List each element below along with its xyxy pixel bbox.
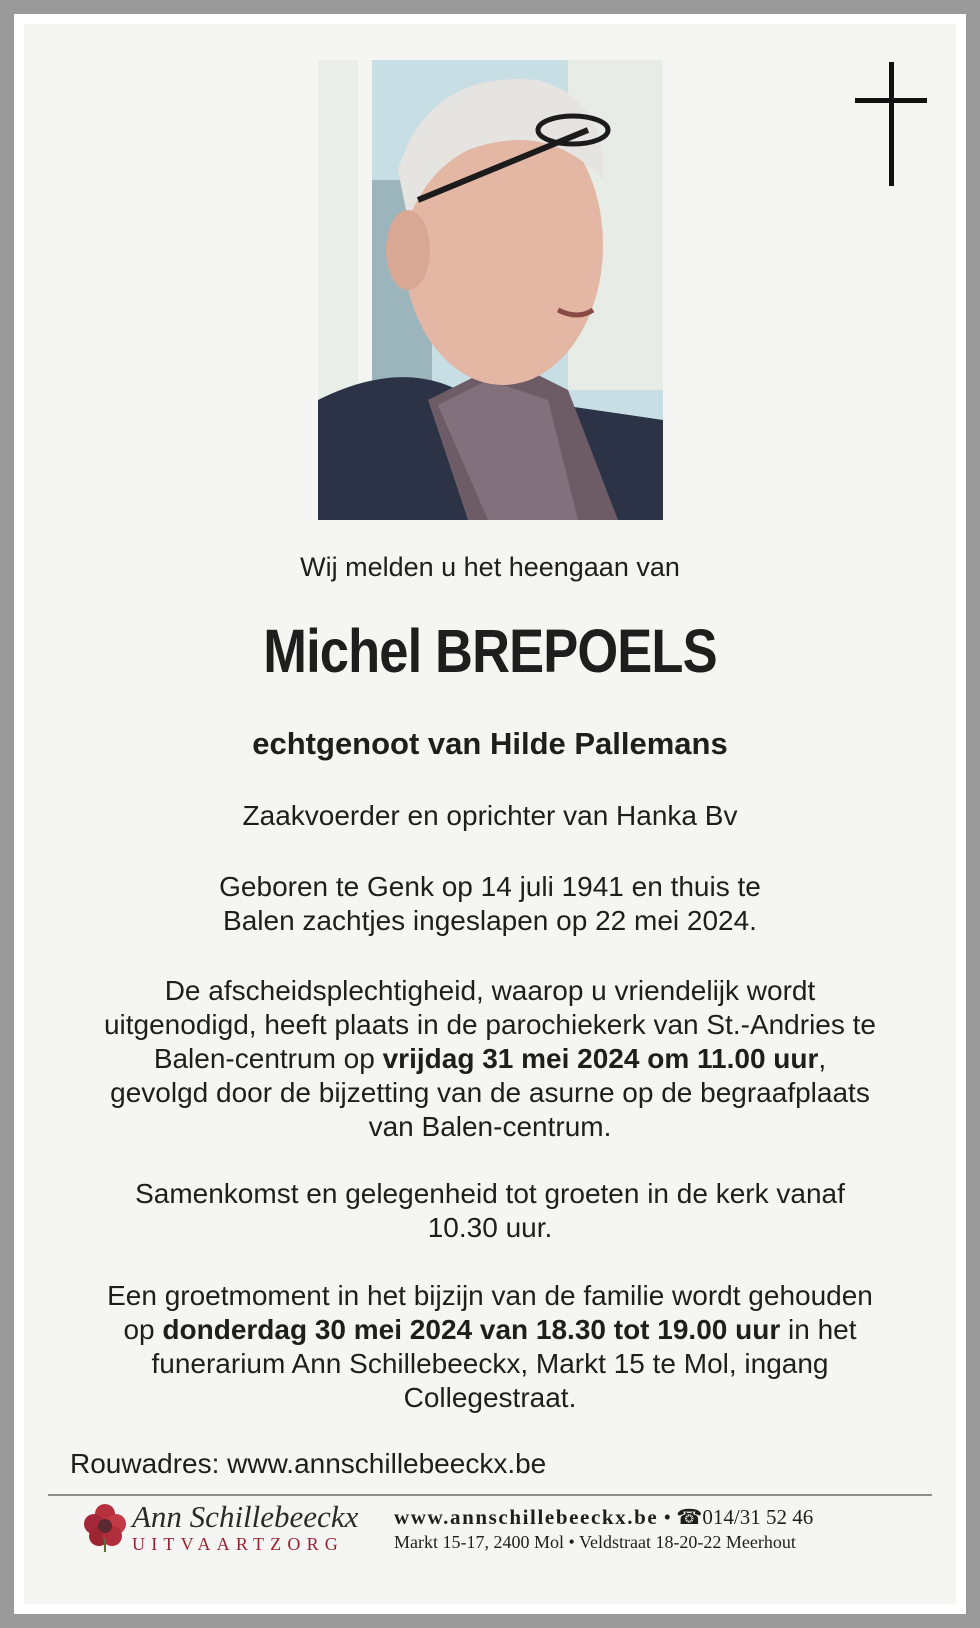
flower-logo-svg [82,1502,128,1552]
birth-line: Geboren te Genk op 14 juli 1941 en thuis te [219,871,761,902]
visitation-datetime: donderdag 30 mei 2024 van 18.30 tot 19.00 uur [162,1314,781,1345]
card-inner [24,24,956,1604]
gathering-paragraph [24,1177,956,1245]
ceremony-line-3-pre: Balen-centrum op [153,1043,383,1074]
footer-divider [48,1494,932,1496]
intro-text: Wij melden u het heengaan van [300,552,680,582]
rouwadres-text: Rouwadres: www.annschillebeeckx.be [70,1448,547,1479]
cross-icon [855,62,927,186]
deceased-name: Michel BREPOELS [263,617,717,685]
ceremony-line-4: gevolgd door de bijzetting van de asurne op de begraafplaats [110,1077,870,1108]
ceremony-line-1: De afscheidsplechtigheid, waarop u vriendelijk wordt [164,975,816,1006]
flower-logo-icon [82,1502,128,1552]
brand-subtitle: UITVAARTZORG [132,1534,344,1554]
portrait-photo [318,60,663,520]
brand-name: Ann Schillebeeckx [132,1499,359,1534]
visitation-paragraph [24,1279,956,1415]
footer-address: Markt 15-17, 2400 Mol • Veldstraat 18-20-22 Meerhout [394,1532,796,1552]
ceremony-line-5: van Balen-centrum. [368,1111,612,1142]
visitation-line-2-pre: op [123,1314,163,1345]
ceremony-line-3 [24,1042,956,1076]
obituary-card [14,14,966,1614]
portrait-illustration [318,60,663,520]
ceremony-datetime: vrijdag 31 mei 2024 om 11.00 uur [382,1043,819,1074]
visitation-line-2 [24,1313,956,1347]
gathering-line-2: 10.30 uur. [427,1212,553,1243]
visitation-line-1: Een groetmoment in het bijzijn van de familie wordt gehouden [107,1280,873,1311]
footer-website[interactable]: www.annschillebeeckx.be [394,1505,659,1529]
visitation-line-2-post: in het [780,1314,857,1345]
phone-icon: ☎ [676,1505,703,1529]
spouse-text: echtgenoot van Hilde Pallemans [252,726,728,761]
footer-contact-line [394,1505,813,1530]
visitation-line-4: Collegestraat. [403,1382,577,1413]
footer-phone[interactable]: 014/31 52 46 [702,1505,814,1529]
footer-separator: • [658,1505,677,1529]
ceremony-paragraph [24,974,956,1144]
visitation-line-3: funerarium Ann Schillebeeckx, Markt 15 te Mol, ingang [151,1348,829,1379]
death-line: Balen zachtjes ingeslapen op 22 mei 2024. [223,905,757,936]
cross-vertical-bar [889,62,894,186]
cross-horizontal-bar [855,98,927,103]
birth-death-text [24,870,956,938]
gathering-line-1: Samenkomst en gelegenheid tot groeten in de kerk vanaf [135,1178,845,1209]
role-text: Zaakvoerder en oprichter van Hanka Bv [242,800,738,831]
ceremony-line-2: uitgenodigd, heeft plaats in de parochiekerk van St.-Andries te [103,1009,877,1040]
ceremony-line-3-post: , [818,1043,827,1074]
